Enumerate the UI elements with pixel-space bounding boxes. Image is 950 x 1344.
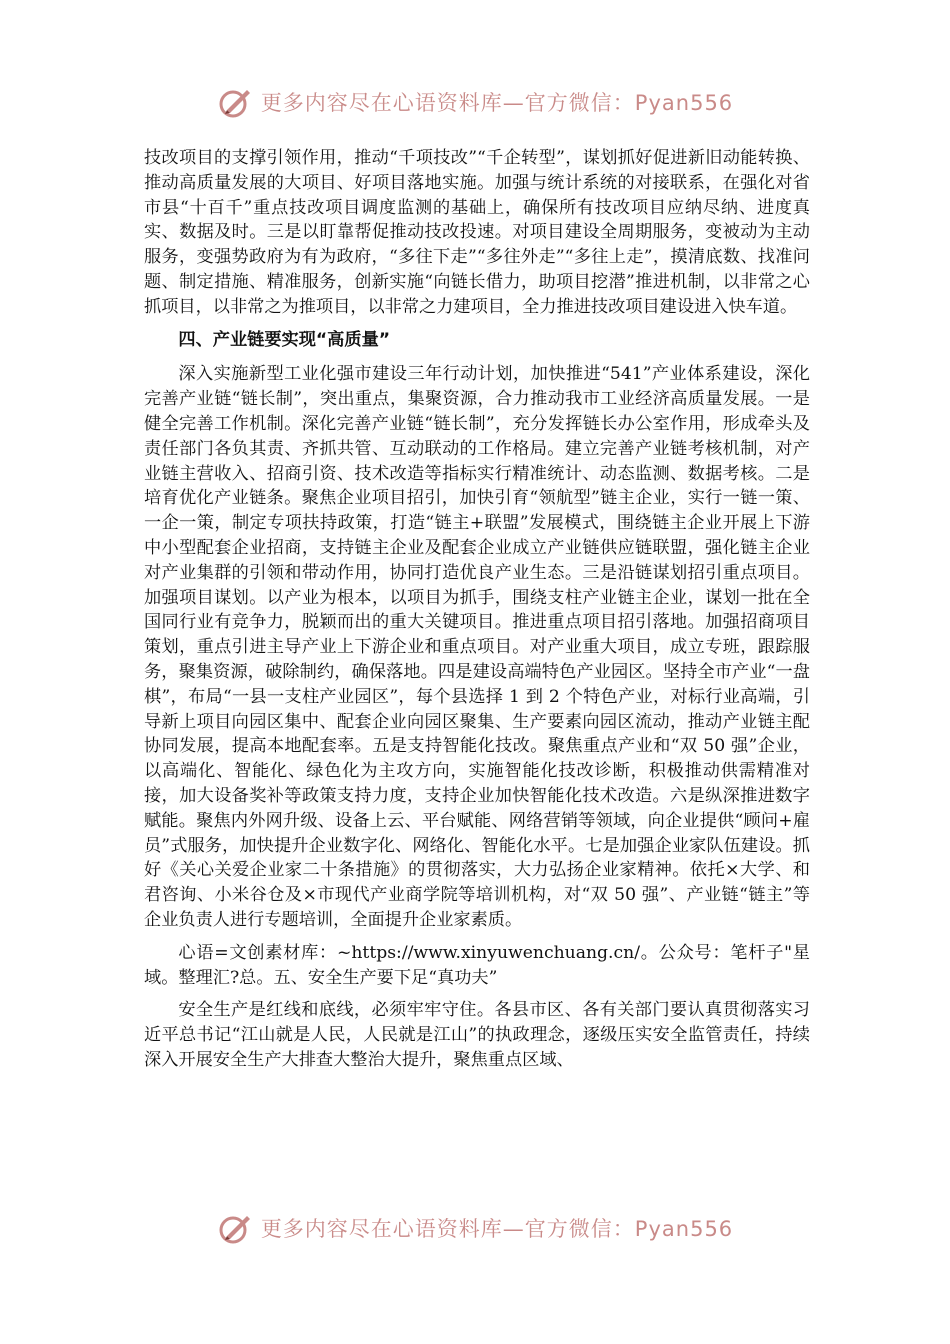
document-body	[144, 146, 810, 1081]
paragraph-safety: 安全生产是红线和底线，必须牢牢守住。各县市区、各有关部门要认真贯彻落实习近平总书记“江山就是人民，人民就是江山”的执政理念，逐级压实安全监管责任，持续深入开展安全生产大排查大整治大提升，聚焦重点区域、	[144, 1000, 810, 1070]
pen-logo-icon	[217, 84, 253, 120]
watermark-text: 更多内容尽在心语资料库—官方微信：Pyan556	[260, 91, 734, 115]
paragraph-industry-chain: 深入实施新型工业化强市建设三年行动计划，加快推进“541”产业体系建设，深化完善产业链“链长制”，突出重点，集聚资源，合力推动我市工业经济高质量发展。一是健全完善工作机制。深化完善产业链“链长制”，充分发挥链长办公室作用，形成牵头及责任部门各负其责、齐抓共管、互动联动的工作格局。建立完善产业链考核机制，对产业链主营收入、招商引资、技术改造等指标实行精准统计、动态监测、数据考核。二是培育优化产业链条。聚焦企业项目招引，加快引育“领航型”链主企业，实行一链一策、一企一策，制定专项扶持政策，打造“链主+联盟”发展模式，围绕链主企业开展上下游中小型配套企业招商，支持链主企业及配套企业成立产业链供应链联盟，强化链主企业对产业集群的引领和带动作用，协同打造优良产业生态。三是沿链谋划招引重点项目。加强项目谋划。以产业为根本，以项目为抓手，围绕支柱产业链主企业，谋划一批在全国同行业有竞争力，脱颖而出的重大关键项目。推进重点项目招引落地。加强招商项目策划，重点引进主导产业上下游企业和重点项目。对产业重大项目，成立专班，跟踪服务，聚集资源，破除制约，确保落地。四是建设高端特色产业园区。坚持全市产业“一盘棋”，布局“一县一支柱产业园区”，每个县选择 1 到 2 个特色产业，对标行业高端，引导新上项目向园区集中、配套企业向园区聚集、生产要素向园区流动，推动产业链主配协同发展，提高本地配套率。五是支持智能化技改。聚焦重点产业和“双 50 强”企业，以高端化、智能化、绿色化为主攻方向，实施智能化技改诊断，积极推动供需精准对接，加大设备奖补等政策支持力度，支持企业加快智能化技术改造。六是纵深推进数字赋能。聚焦内外网升级、设备上云、平台赋能、网络营销等领域，向企业提供“顾问+雇员”式服务，加快提升企业数字化、网络化、智能化水平。七是加强企业家队伍建设。抓好《关心关爱企业家二十条措施》的贯彻落实，大力弘扬企业家精神。依托×大学、和君咨询、小米谷仓及×市现代产业商学院等培训机构，对“双 50 强”、产业链“链主”等企业负责人进行专题培训，全面提升企业家素质。	[144, 364, 810, 930]
pen-logo-icon	[217, 1210, 253, 1246]
watermark-text: 更多内容尽在心语资料库—官方微信：Pyan556	[260, 1217, 734, 1241]
paragraph-source-note: 心语=文创素材库：~https://www.xinyuwenchuang.cn/。公众号：笔杆子"星域。整理汇?总。五、安全生产要下足“真功夫”	[144, 942, 810, 988]
section-heading-4: 四、产业链要实现“高质量”	[178, 329, 391, 350]
footer-watermark	[0, 1210, 950, 1246]
header-watermark	[0, 84, 950, 120]
paragraph-continued: 技改项目的支撑引领作用，推动“千项技改”“千企转型”，谋划抓好促进新旧动能转换、推动高质量发展的大项目、好项目落地实施。加强与统计系统的对接联系，在强化对省市县“十百千”重点技改项目调度监测的基础上，确保所有技改项目应纳尽纳、进度真实、数据及时。三是以盯靠帮促推动技改投速。对项目建设全周期服务，变被动为主动服务，变强势政府为有为政府，“多往下走”“多往外走”“多往上走”，摸清底数、找准问题、制定措施、精准服务，创新实施“向链长借力，助项目挖潜”推进机制，以非常之心抓项目，以非常之为推项目，以非常之力建项目，全力推进技改项目建设进入快车道。	[144, 148, 810, 317]
